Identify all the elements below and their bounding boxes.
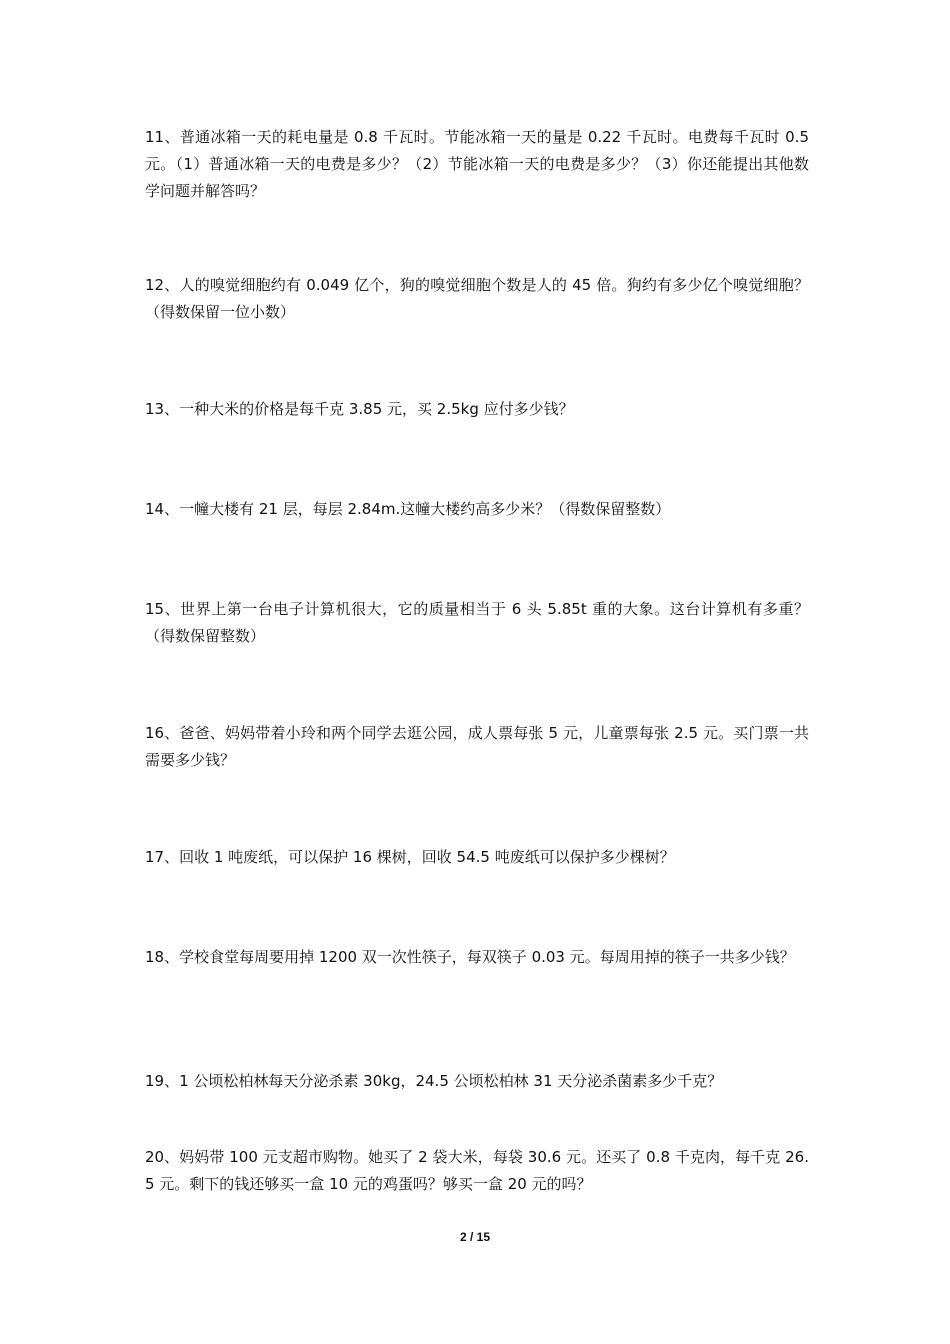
- problem-18: 18、学校食堂每周要用掉 1200 双一次性筷子，每双筷子 0.03 元。每周用掉的筷子一共多少钱？: [145, 948, 795, 966]
- problem-12: 12、人的嗅觉细胞约有 0.049 亿个，狗的嗅觉细胞个数是人的 45 倍。狗约有多少亿个嗅觉细胞？（得数保留一位小数）: [145, 276, 809, 321]
- page-number: 2 / 15: [459, 1230, 491, 1244]
- problem-14: 14、一幢大楼有 21 层，每层 2.84m.这幢大楼约高多少米？（得数保留整数）: [145, 500, 671, 518]
- problem-16: 16、爸爸、妈妈带着小玲和两个同学去逛公园，成人票每张 5 元，儿童票每张 2.5 元。买门票一共需要多少钱？: [145, 724, 809, 769]
- problem-11: 11、普通冰箱一天的耗电量是 0.8 千瓦时。节能冰箱一天的量是 0.22 千瓦时。电费每千瓦时 0.5 元。（1）普通冰箱一天的电费是多少？（2）节能冰箱一天的电费是多少？（3）你还能提出其他数学问题并解答吗？: [145, 128, 809, 200]
- problem-20: 20、妈妈带 100 元支超市购物。她买了 2 袋大米，每袋 30.6 元。还买了 0.8 千克肉，每千克 26.5 元。剩下的钱还够买一盒 10 元的鸡蛋吗？够买一盒 20 元的吗？: [145, 1148, 809, 1193]
- problem-13: 13、一种大米的价格是每千克 3.85 元，买 2.5kg 应付多少钱？: [145, 400, 574, 418]
- problem-17: 17、回收 1 吨废纸，可以保护 16 棵树，回收 54.5 吨废纸可以保护多少棵树？: [145, 848, 675, 866]
- problem-15: 15、世界上第一台电子计算机很大，它的质量相当于 6 头 5.85t 重的大象。这台计算机有多重？（得数保留整数）: [145, 600, 809, 645]
- problem-19: 19、1 公顷松柏林每天分泌杀素 30kg，24.5 公顷松柏林 31 天分泌杀菌素多少千克？: [145, 1072, 723, 1090]
